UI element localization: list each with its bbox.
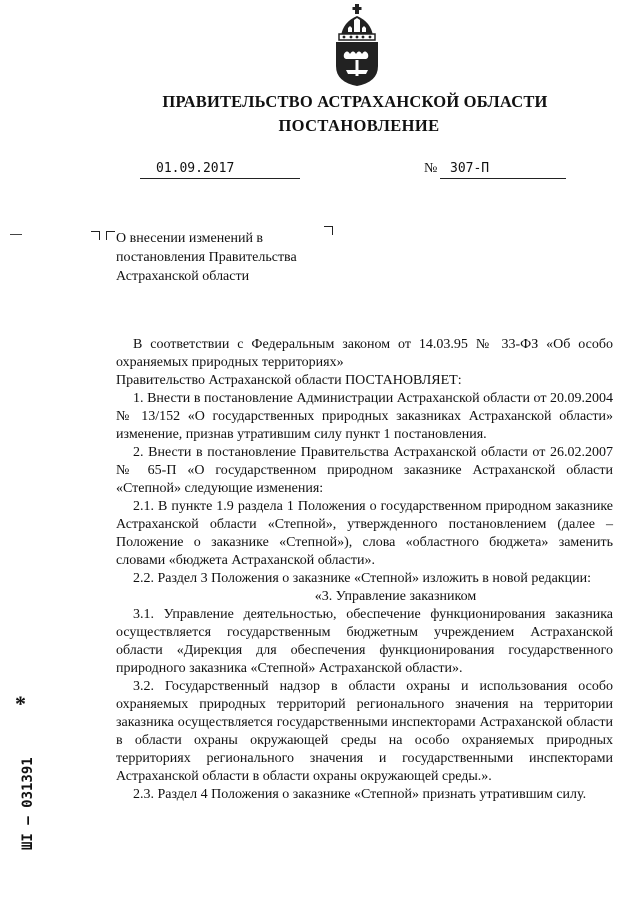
resolution-paragraph: Правительство Астраханской области ПОСТАНОВЛЯЕТ: [116,373,462,388]
number-sign: № [424,161,438,176]
margin-asterisk: * [15,691,26,716]
item-3-1-paragraph: 3.1. Управление деятельностью, обеспечение функционирования заказника осуществляется государственным бюджетным учреждением Астраханской области «Дирекция для обеспечения функционирования государственного природного заказника «Степной» Астраханской области». [116,607,613,676]
item-2-1-paragraph: 2.1. В пункте 1.9 раздела 1 Положения о государственном природном заказнике Астраханской области «Степной», утвержденного постановлением (далее – Положение о заказнике «Степной»), слова «областного бюджета» заменить словами «бюджета Астраханской области». [116,499,613,568]
corner-bracket-left-inner [106,231,115,240]
item-2-3-paragraph: 2.3. Раздел 4 Положения о заказнике «Степной» признать утратившим силу. [133,787,587,802]
document-number: 307-П [440,160,566,179]
serial-number: ШI – 031391 [20,757,36,850]
government-title: ПРАВИТЕЛЬСТВО АСТРАХАНСКОЙ ОБЛАСТИ [162,92,548,111]
item-3-2-paragraph: 3.2. Государственный надзор в области охраны и использования особо охраняемых природных территорий регионального значения на территории заказника осуществляется государственными инспекторами Астраханской области в области охраны окружающей среды на особо охраняемых природных территориях регионального значения и государственными инспекторами Астраханской области в области охраны окружающей среды.». [116,679,613,784]
item-2-2-paragraph: 2.2. Раздел 3 Положения о заказнике «Степной» изложить в новой редакции: [133,571,591,586]
document-kind: ПОСТАНОВЛЕНИЕ [278,116,440,135]
document-body [116,336,613,804]
document-date: 01.09.2017 [140,160,300,179]
preamble-paragraph: В соответствии с Федеральным законом от 14.03.95 № 33-ФЗ «Об особо охраняемых природных территориях» [116,337,613,370]
document-subject: О внесении изменений в постановления Правительства Астраханской области [116,231,297,284]
margin-dash [10,234,22,235]
item-2-paragraph: 2. Внести в постановление Правительства Астраханской области от 26.02.2007 № 65-П «О государственном природном заказнике Астраханской области «Степной» следующие изменения: [116,445,613,496]
corner-bracket-left-outer [91,231,100,240]
section-3-heading: «3. Управление заказником [314,589,477,604]
coat-of-arms-emblem [328,2,386,88]
item-1-paragraph: 1. Внести в постановление Администрации Астраханской области от 20.09.2004 № 13/152 «О государственных природных заказниках Астраханской области» изменение, признав утратившим силу пункт 1 постановления. [116,391,613,442]
